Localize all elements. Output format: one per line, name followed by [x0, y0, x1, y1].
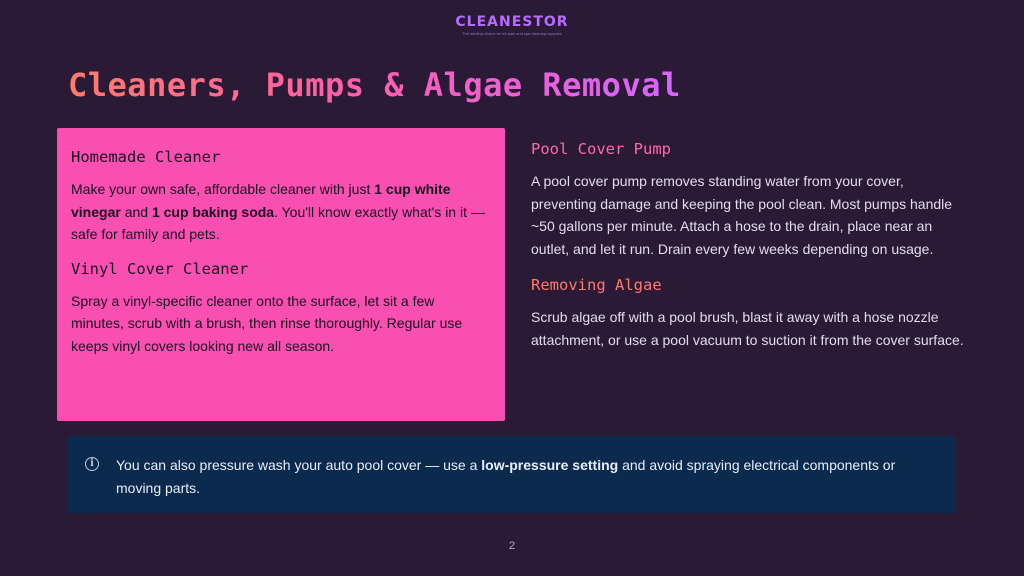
homemade-text-part: Make your own safe, affordable cleaner with just: [71, 181, 375, 197]
callout-emphasis: low-pressure setting: [481, 457, 619, 473]
removing-algae-text: Scrub algae off with a pool brush, blast it away with a hose nozzle attachment, or use a pool vacuum to suction it from the cover surface.: [531, 309, 964, 348]
pool-cover-pump-text: A pool cover pump removes standing water from your cover, preventing damage and keeping the pool clean. Most pumps handle ~50 gallons per minute. Attach a hose to the drain, place near an outlet, and let it run. Drain every few weeks depending on usage.: [531, 173, 953, 257]
brand-tagline: The leading choice for all pool and spa cleaning supplies: [462, 32, 562, 36]
vinegar-amount: 1 cup white vinegar: [71, 181, 451, 220]
homemade-cleaner-text: [71, 178, 491, 246]
cleaner-card: [57, 128, 505, 421]
homemade-text-part: and: [120, 203, 152, 220]
callout-text-part: You can also pressure wash your auto pool cover — use a: [116, 457, 482, 473]
slide-title: Cleaners, Pumps & Algae Removal: [68, 66, 681, 104]
vinyl-cleaner-text: Spray a vinyl-specific cleaner onto the surface, let sit a few minutes, scrub with a brush, then rinse thoroughly. Regular use keeps vinyl covers looking new all season.: [71, 292, 463, 354]
right-column: [531, 140, 971, 351]
info-callout: [68, 436, 956, 513]
removing-algae-heading: Removing Algae: [531, 276, 662, 294]
callout-text-part: and avoid spraying electrical components or moving parts.: [116, 457, 896, 496]
baking-soda-amount: 1 cup baking soda: [151, 203, 275, 220]
homemade-text-part: . You'll know exactly what's in it — safe for family and pets.: [71, 203, 485, 242]
brand-logo: [0, 14, 1024, 36]
vinyl-cleaner-heading: Vinyl Cover Cleaner: [71, 259, 249, 278]
page-number: 2: [508, 540, 516, 552]
brand-name: CLEANESTOR: [455, 14, 569, 30]
info-icon: i: [85, 457, 99, 471]
homemade-cleaner-heading: Homemade Cleaner: [71, 148, 221, 166]
pool-cover-pump-heading: Pool Cover Pump: [531, 140, 671, 158]
